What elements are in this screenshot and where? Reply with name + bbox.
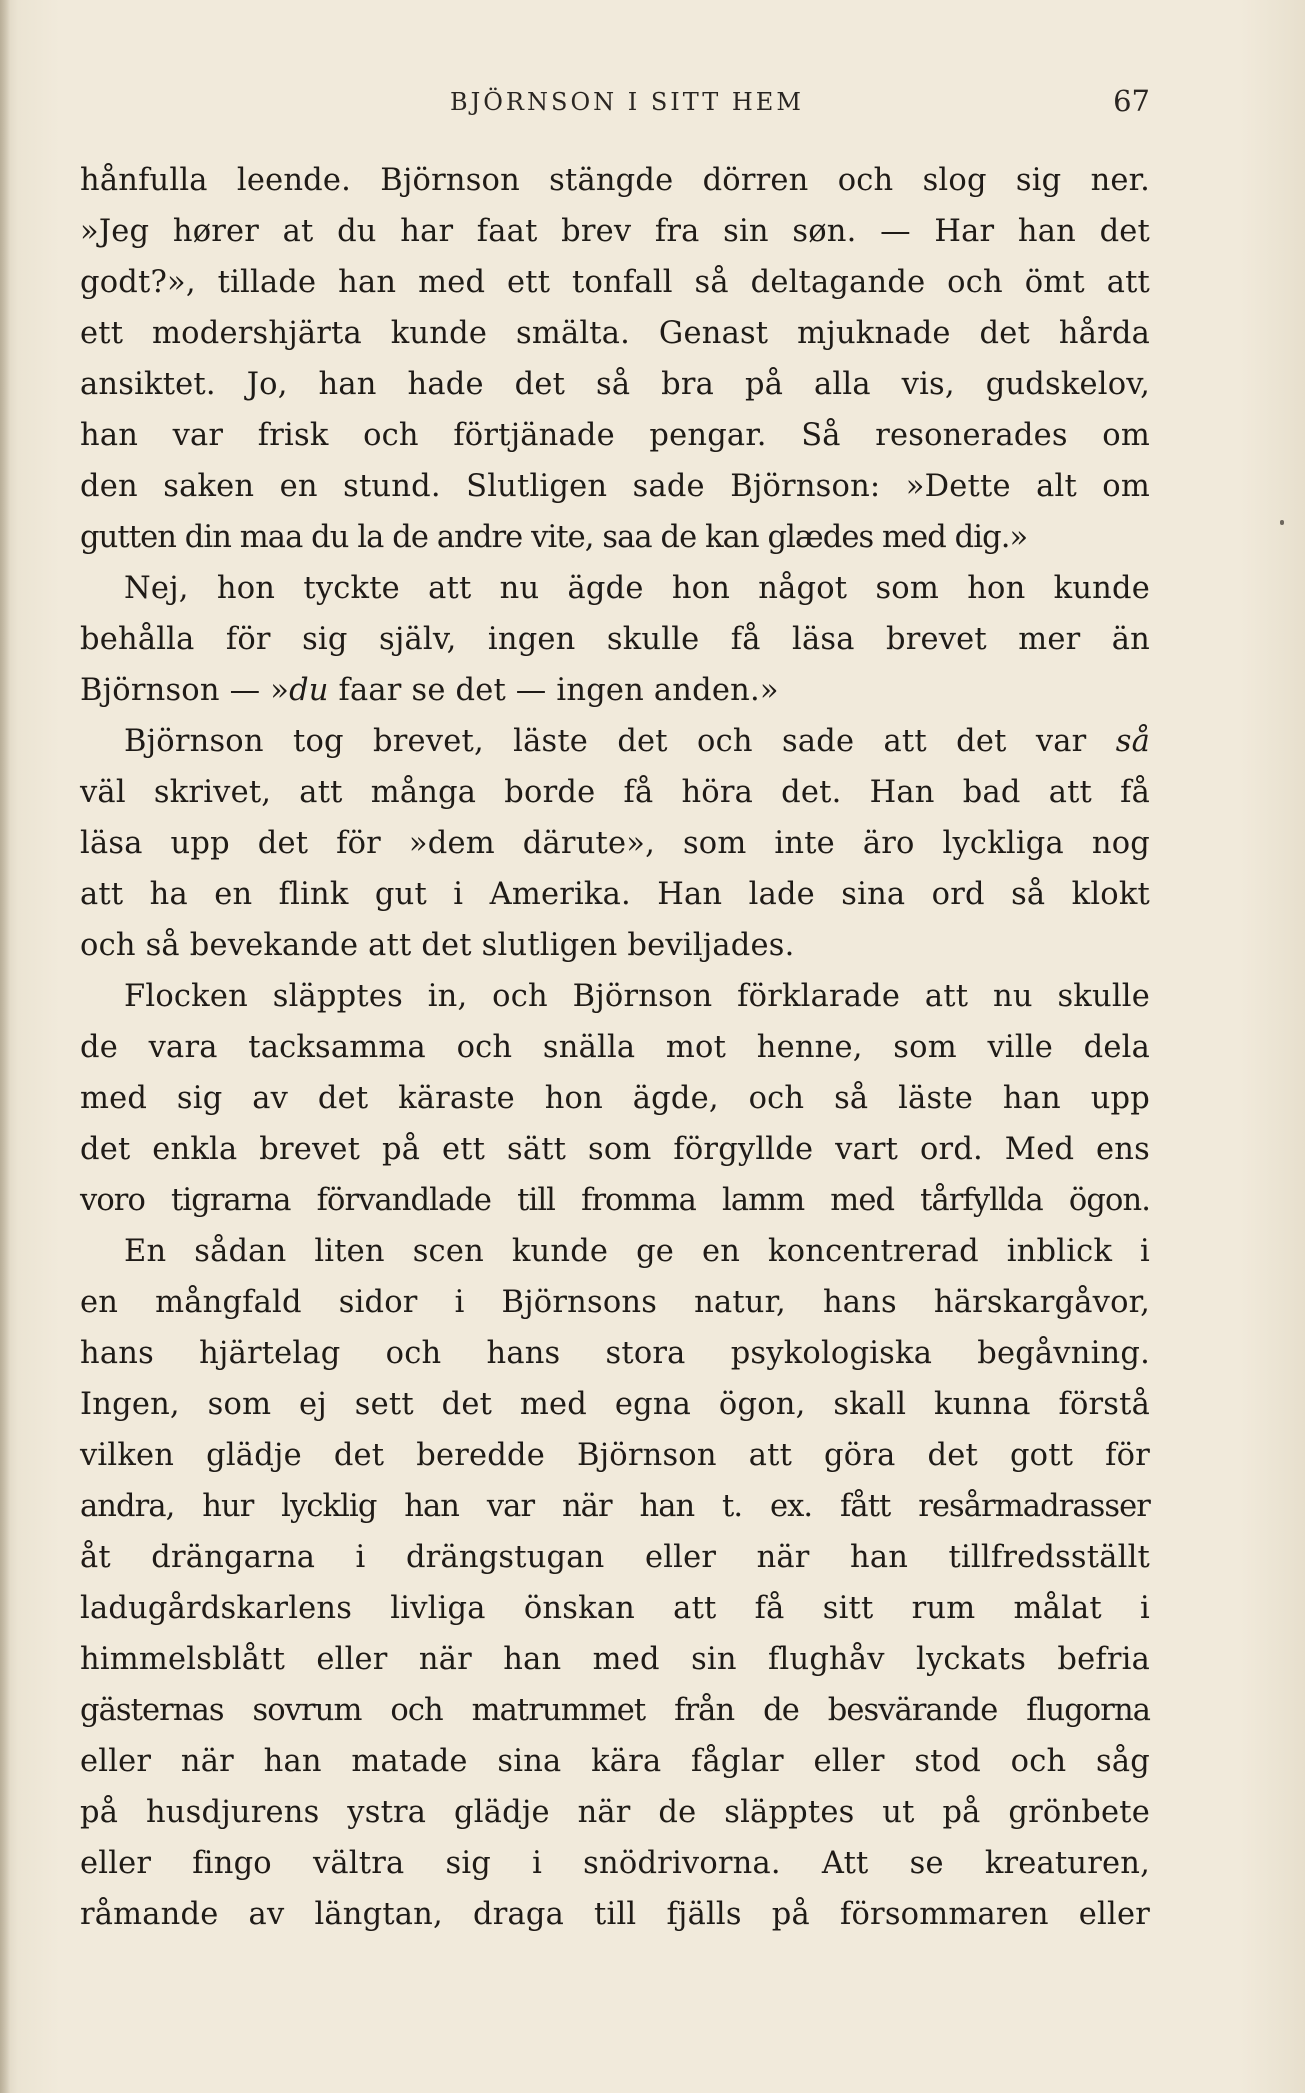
text-line: hånfulla leende. Björnson stängde dörren och slog sig ner. [80, 163, 1150, 198]
text-line: himmelsblått eller när han med sin flughåv lyckats befria [80, 1642, 1150, 1677]
print-speck [1280, 520, 1284, 525]
text-line: voro tigrarna förvandlade till fromma lamm med tårfyllda ögon. [80, 1183, 1150, 1218]
text-line: Ingen, som ej sett det med egna ögon, skall kunna förstå [80, 1387, 1150, 1422]
text-line: att ha en flink gut i Amerika. Han lade sina ord så klokt [80, 877, 1150, 912]
text-line: och så bevekande att det slutligen beviljades. [80, 928, 795, 963]
text-line: eller när han matade sina kära fåglar eller stod och såg [80, 1744, 1150, 1779]
page-number: 67 [1113, 84, 1150, 118]
italic-word: du [289, 673, 329, 708]
text-line: de vara tacksamma och snälla mot henne, som ville dela [80, 1030, 1150, 1065]
text-line: råmande av längtan, draga till fjälls på försommaren eller [80, 1897, 1150, 1932]
italic-word: så [1115, 724, 1150, 759]
text-segment: Björnson — » [80, 673, 290, 708]
text-line: med sig av det käraste hon ägde, och så läste han upp [80, 1081, 1150, 1116]
text-line: vilken glädje det beredde Björnson att göra det gott för [80, 1438, 1150, 1473]
text-line: godt?», tillade han med ett tonfall så deltagande och ömt att [80, 265, 1150, 300]
text-line: Flocken släpptes in, och Björnson förklarade att nu skulle [124, 979, 1150, 1014]
binding-shadow [0, 0, 10, 2093]
text-line: andra, hur lycklig han var när han t. ex. fått resårmadrasser [80, 1489, 1150, 1524]
text-line: ett modershjärta kunde smälta. Genast mjuknade det hårda [80, 316, 1150, 351]
text-line: väl skrivet, att många borde få höra det. Han bad att få [80, 775, 1150, 810]
text-line: gästernas sovrum och matrummet från de besvärande flugorna [80, 1693, 1150, 1728]
text-segment: faar se det — ingen anden.» [328, 673, 779, 708]
text-line: En sådan liten scen kunde ge en koncentrerad inblick i [124, 1234, 1150, 1269]
text-line: en mångfald sidor i Björnsons natur, hans härskargåvor, [80, 1285, 1150, 1320]
text-segment: Björnson tog brevet, läste det och sade att det var [124, 724, 1116, 759]
text-line: ladugårdskarlens livliga önskan att få sitt rum målat i [80, 1591, 1150, 1626]
text-line: Nej, hon tyckte att nu ägde hon något som hon kunde [124, 571, 1150, 606]
running-head: BJÖRNSON I SITT HEM [450, 88, 804, 116]
text-line: »Jeg hører at du har faat brev fra sin søn. — Har han det [80, 214, 1150, 249]
text-line: ansiktet. Jo, han hade det så bra på alla vis, gudskelov, [80, 367, 1150, 402]
body-text [80, 155, 1150, 1940]
text-line: eller fingo vältra sig i snödrivorna. Att se kreaturen, [80, 1846, 1150, 1881]
text-line: behålla för sig själv, ingen skulle få läsa brevet mer än [80, 622, 1150, 657]
text-line: åt drängarna i drängstugan eller när han tillfredsställt [80, 1540, 1150, 1575]
text-line: hans hjärtelag och hans stora psykologiska begåvning. [80, 1336, 1150, 1371]
text-line: den saken en stund. Slutligen sade Björnson: »Dette alt om [80, 469, 1150, 504]
text-line: han var frisk och förtjänade pengar. Så resonerades om [80, 418, 1150, 453]
text-line: det enkla brevet på ett sätt som förgyllde vart ord. Med ens [80, 1132, 1150, 1167]
page-header [80, 84, 1150, 128]
text-line: på husdjurens ystra glädje när de släpptes ut på grönbete [80, 1795, 1150, 1830]
text-line: läsa upp det för »dem därute», som inte äro lyckliga nog [80, 826, 1150, 861]
text-line: gutten din maa du la de andre vite, saa de kan glædes med dig.» [80, 520, 1028, 555]
text-line [80, 665, 1150, 716]
text-line [80, 716, 1150, 767]
